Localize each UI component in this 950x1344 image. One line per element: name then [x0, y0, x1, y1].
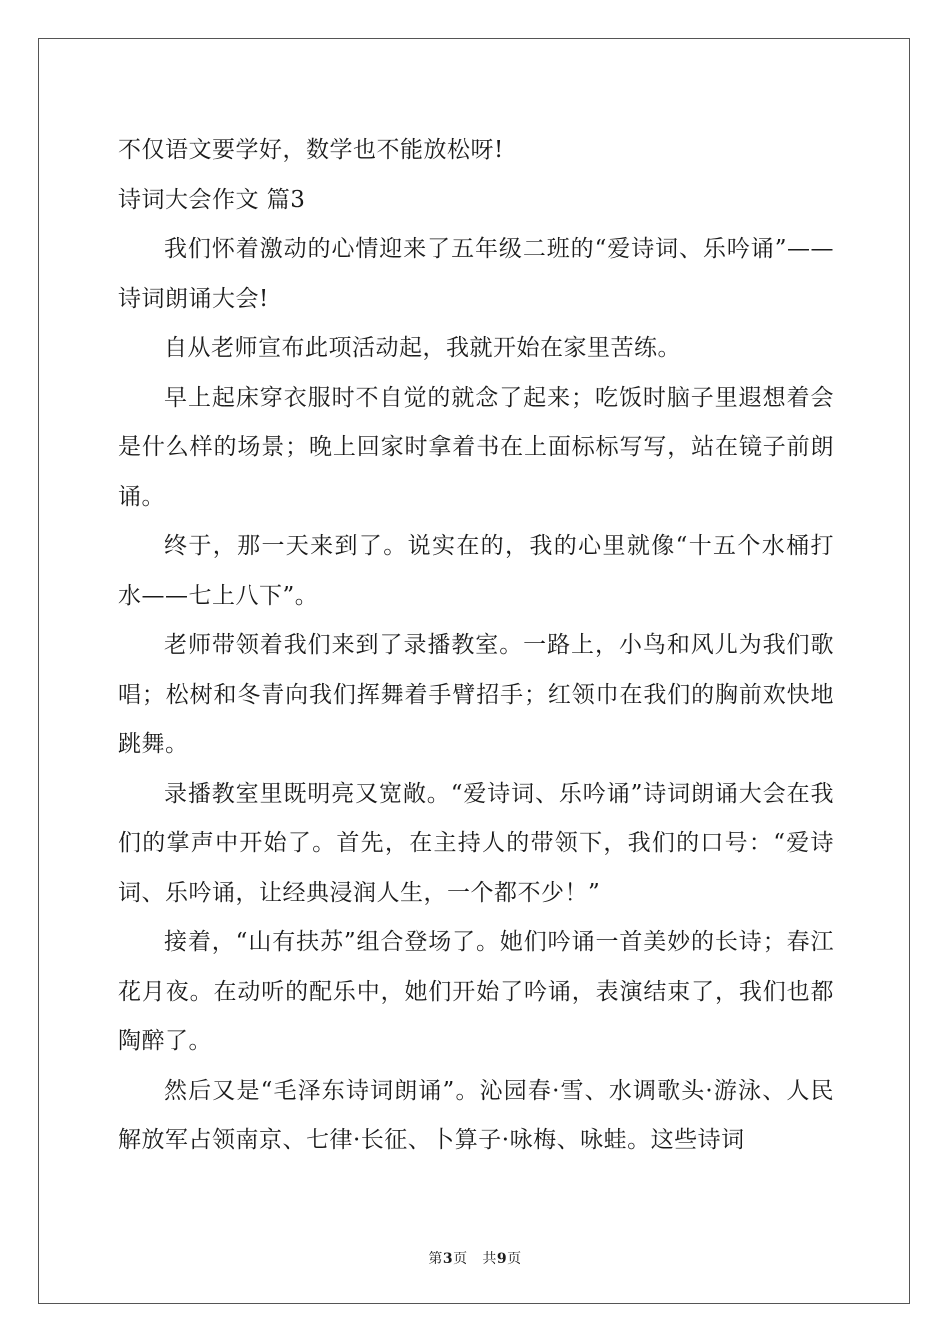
paragraph: 终于，那一天来到了。说实在的，我的心里就像“十五个水桶打水——七上八下”。	[118, 533, 834, 609]
paragraph: 接着，“山有扶苏”组合登场了。她们吟诵一首美妙的长诗；春江花月夜。在动听的配乐中，她们开始了吟诵，表演结束了，我们也都陶醉了。	[118, 929, 834, 1054]
total-pages: 9	[496, 1251, 508, 1267]
text-line: 不仅语文要学好，数学也不能放松呀!	[118, 137, 504, 163]
document-body	[118, 126, 834, 1166]
total-prefix: 共	[482, 1251, 497, 1267]
paragraph: 早上起床穿衣服时不自觉的就念了起来；吃饭时脑子里遐想着会是什么样的场景；晚上回家时拿着书在上面标标写写，站在镜子前朗诵。	[118, 384, 834, 510]
paragraph: 老师带领着我们来到了录播教室。一路上，小鸟和风儿为我们歌唱；松树和冬青向我们挥舞着手臂招手；红领巾在我们的胸前欢快地跳舞。	[118, 632, 834, 757]
total-suffix: 页	[507, 1251, 522, 1267]
page-suffix: 页	[453, 1251, 468, 1267]
paragraph: 自从老师宣布此项活动起，我就开始在家里苦练。	[164, 335, 681, 361]
section-heading: 诗词大会作文 篇3	[118, 186, 306, 213]
paragraph: 然后又是“毛泽东诗词朗诵”。沁园春·雪、水调歌头·游泳、人民解放军占领南京、七律·长征、卜算子·咏梅、咏蛙。这些诗词	[118, 1077, 834, 1153]
paragraph: 我们怀着激动的心情迎来了五年级二班的“爱诗词、乐吟诵”——诗词朗诵大会!	[118, 236, 834, 312]
page-footer	[0, 1248, 950, 1268]
page-number: 3	[442, 1251, 454, 1267]
paragraph: 录播教室里既明亮又宽敞。“爱诗词、乐吟诵”诗词朗诵大会在我们的掌声中开始了。首先，在主持人的带领下，我们的口号：“爱诗词、乐吟诵，让经典浸润人生，一个都不少！”	[118, 780, 834, 906]
page-prefix: 第	[428, 1251, 443, 1267]
